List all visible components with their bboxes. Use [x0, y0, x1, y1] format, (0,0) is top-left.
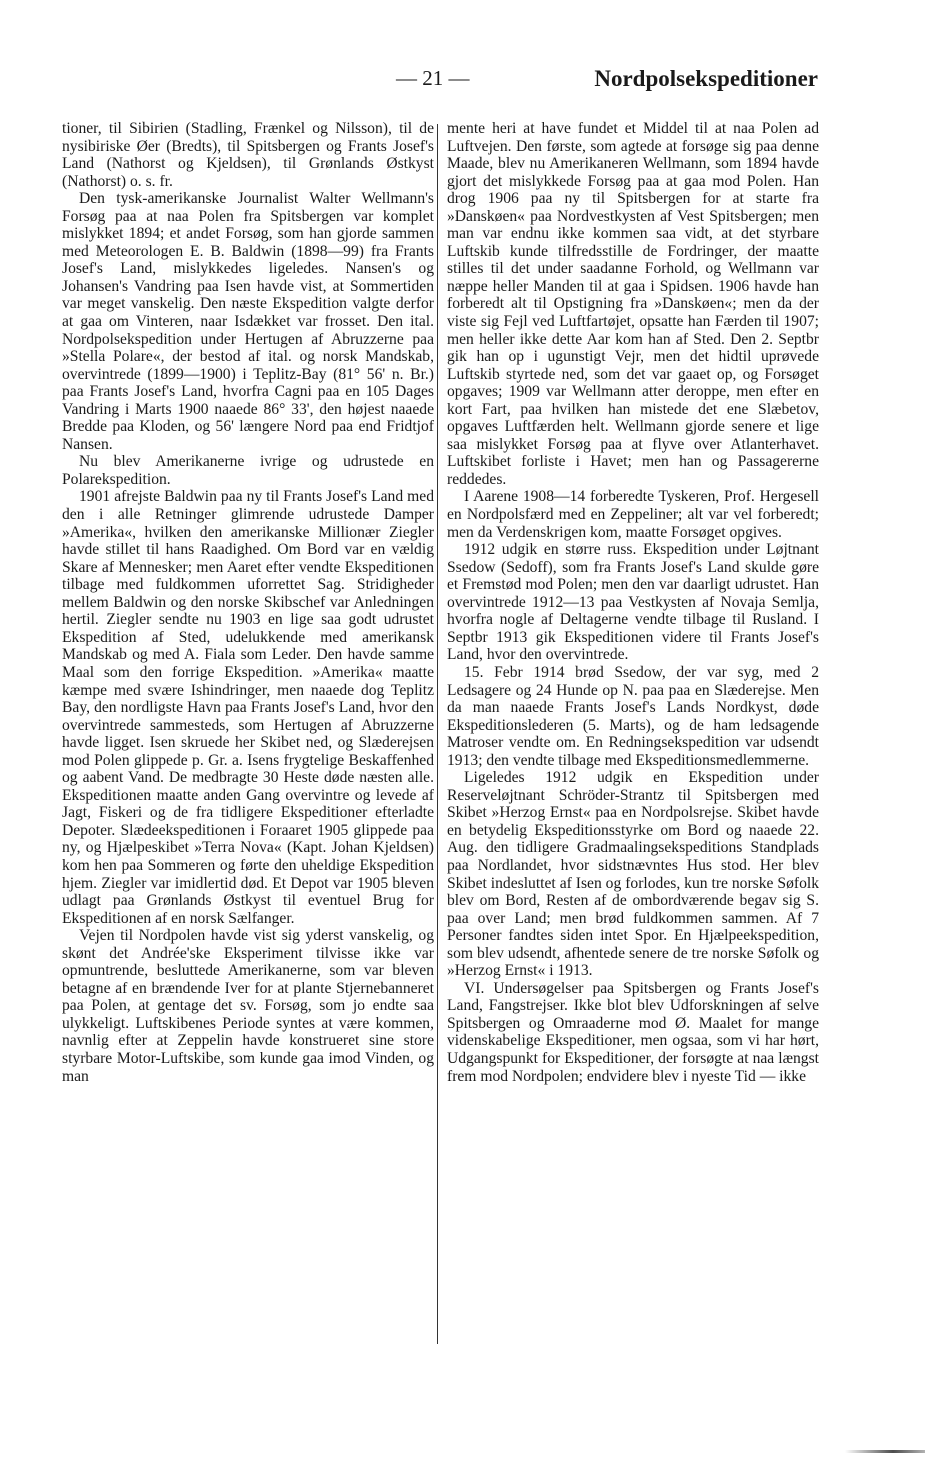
column-divider: [437, 124, 438, 1344]
paragraph: Ligeledes 1912 udgik en Ekspedition under Reserveløjtnant Schröder-Strantz til Spitsbergen med Skibet »Herzog Ernst« paa en Nordpolsrejse. Skibet havde en betydelig Ekspeditionsstyrke om Bord og naaede 22. Aug. den tidligere Gradmaalingsekspeditions Standplads paa Nordlandet, hvor sidstnævntes Hus stod. Her blev Skibet indesluttet af Isen og forlodes, kun tre norske Søfolk blev om Bord, Resten af de ombordværende begav sig S. paa over Land; men brød fuldkommen sammen. Af 7 Personer fandtes siden intet Spor. En Hjælpeekspedition, som blev udsendt, afhentede senere de tre norske Søfolk og »Herzog Ernst« i 1913.: [447, 769, 819, 980]
page-header: [0, 66, 928, 100]
page-number: — 21 —: [396, 66, 470, 90]
paragraph: 1901 afrejste Baldwin paa ny til Frants Josef's Land med den i alle Retninger glimrende udrustede Damper »Amerika«, hvilken den amerikanske Millionær Ziegler havde stillet til hans Raadighed. Om Bord var en vældig Skare af Mennesker; men Aaret efter vendte Ekspeditionen tilbage med fuldkommen uforrettet Sag. Stridigheder mellem Baldwin og den norske Skibschef var Anledningen hertil. Ziegler sendte nu 1903 en lige saa godt udrustet Ekspedition af Sted, udelukkende med amerikansk Mandskab og med A. Fiala som Leder. Den havde samme Maal som den forrige Ekspedition. »Amerika« maatte kæmpe med svære Ishindringer, men naaede dog Teplitz Bay, den nordligste Havn paa Frants Josef's Land, hvor den overvintrede sammesteds, som Hertugen af Abruzzerne havde ligget. Isen skruede her Skibet ned, og Slæderejsen mod Polen glippede p. Gr. a. Isens frygtelige Beskaffenhed og aabent Vand. De medbragte 30 Heste døde næsten alle. Ekspeditionen maatte anden Gang overvintre og levede af Jagt, Fiskeri og de fra tidligere Ekspeditioner efterladte Depoter. Slædeekspeditionen i Foraaret 1905 glippede paa ny, og Hjælpeskibet »Terra Nova« (Kapt. Johan Kjeldsen) kom hen paa Sommeren og førte den uheldige Ekspedition hjem. Ziegler var imidlertid død. Et Depot var 1905 bleven udlagt paa Grønlands Østkyst til eventuel Brug for Ekspeditionen af en norsk Sælfanger.: [62, 488, 434, 927]
paragraph: VI. Undersøgelser paa Spitsbergen og Frants Josef's Land, Fangstrejser. Ikke blot blev Udforskningen af selve Spitsbergen og Omraaderne mod Ø. Maalet for mange videnskabelige Ekspeditioner, men ogsaa, som vi har hørt, Udgangspunkt for Ekspeditioner, der forsøgte at naa længst frem mod Nordpolen; endvidere blev i nyeste Tid — ikke: [447, 979, 819, 1085]
paragraph: Nu blev Amerikanerne ivrige og udrustede en Polarekspedition.: [62, 453, 434, 488]
paragraph: mente heri at have fundet et Middel til at naa Polen ad Luftvejen. Den første, som agtede at forsøge sig paa denne Maade, blev nu Amerikaneren Wellmann, som 1894 havde gjort det mislykkede Forsøg paa at gaa mod Polen. Han drog 1906 paa ny til Spitsbergen for at starte fra »Danskøen« paa Nordvestkysten af Vest Spitsbergen; men man var endnu ikke kommen saa vidt, at det styrbare Luftskib kunde tilfredsstille de Fordringer, der maatte stilles til det under saadanne Forhold, og Wellmann var næppe heller Manden til at gaa i Spidsen. 1906 havde han forberedt alt til Opstigning fra »Danskøen«; men da der viste sig Fejl ved Luftfartøjet, opsatte han Færden til 1907; men heller ikke dette Aar kom han af Sted. Den 2. Septbr gik han op i ugunstigt Vejr, men det hidtil uprøvede Luftskib styrtede ned, som det var gaaet op, og Forsøget opgaves; 1909 var Wellmann atter deroppe, men efter en kort Fart, paa hvilken han mistede det ene Slæbetov, opgaves Luftfærden helt. Wellmann gjorde senere et lige saa mislykket Forsøg paa at flyve over Atlanterhavet. Luftskibet forliste i Havet; men han og Passagererne reddedes.: [447, 120, 819, 488]
right-column: [447, 120, 819, 1085]
paragraph: 1912 udgik en større russ. Ekspedition under Løjtnant Ssedow (Sedoff), som fra Frants Josef's Land skulde gøre et Fremstød mod Polen; men den var daarligt udrustet. Han overvintrede 1912—13 paa Vestkysten af Novaja Semlja, hvorfra nogle af Deltagerne vendte tilbage til Rusland. I Septbr 1913 gik Ekspeditionen videre til Frants Josef's Land, hvor den overvintrede.: [447, 541, 819, 664]
paragraph: Den tysk-amerikanske Journalist Walter Wellmann's Forsøg paa at naa Polen fra Spitsbergen var komplet mislykket 1894; et andet Forsøg, som han gjorde sammen med Meteorologen E. B. Baldwin (1898—99) fra Frants Josef's Land, mislykkedes ligeledes. Nansen's og Johansen's Vandring paa Isen havde vist, at Sommertiden var meget vanskelig. Den næste Ekspedition valgte derfor at gaa om Vinteren, naar Isdækket var frosset. Den ital. Nordpolsekspedition under Hertugen af Abruzzerne paa »Stella Polare«, der bestod af ital. og norsk Mandskab, overvintrede (1899—1900) i Teplitz-Bay (81° 56' n. Br.) paa Frants Josef's Land, hvorfra Cagni paa en 105 Dages Vandring i Marts 1900 naaede 86° 33', den højest naaede Bredde paa Kloden, og 56' længere Nord paa end Fridtjof Nansen.: [62, 190, 434, 453]
scan-mark: [845, 1450, 925, 1453]
paragraph: I Aarene 1908—14 forberedte Tyskeren, Prof. Hergesell en Nordpolsfærd med en Zeppeliner; alt var vel forberedt; men da Verdenskrigen kom, maatte Forsøget opgives.: [447, 488, 819, 541]
running-title: Nordpolsekspeditioner: [594, 66, 818, 91]
paragraph: tioner, til Sibirien (Stadling, Frænkel og Nilsson), til de nysibiriske Øer (Bredts), til Spitsbergen og Frants Josef's Land (Nathorst og Kjeldsen), til Grønlands Østkyst (Nathorst) o. s. fr.: [62, 120, 434, 190]
paragraph: 15. Febr 1914 brød Ssedow, der var syg, med 2 Ledsagere og 24 Hunde op N. paa paa en Slæderejse. Men da man naaede Frants Josef's Lands Nordkyst, døde Ekspeditionslederen (5. Marts), og de ham ledsagende Matroser vendte om. En Redningsekspedition var udsendt 1913; den vendte tilbage med Ekspeditionsmedlemmerne.: [447, 663, 819, 769]
left-column: [62, 120, 434, 1085]
paragraph: Vejen til Nordpolen havde vist sig yderst vanskelig, og skønt det Andrée'ske Eksperiment tilvisse ikke var opmuntrende, besluttede Amerikanerne, som var bleven betagne af en brændende Iver for at plante Stjernebanneret paa Polen, at gentage det sv. Forsøg, som jo endte saa ulykkeligt. Luftskibenes Periode syntes at være kommen, navnlig efter at Zeppelin havde konstrueret sine store styrbare Motor-Luftskibe, som kunde gaa imod Vinden, og man: [62, 927, 434, 1085]
